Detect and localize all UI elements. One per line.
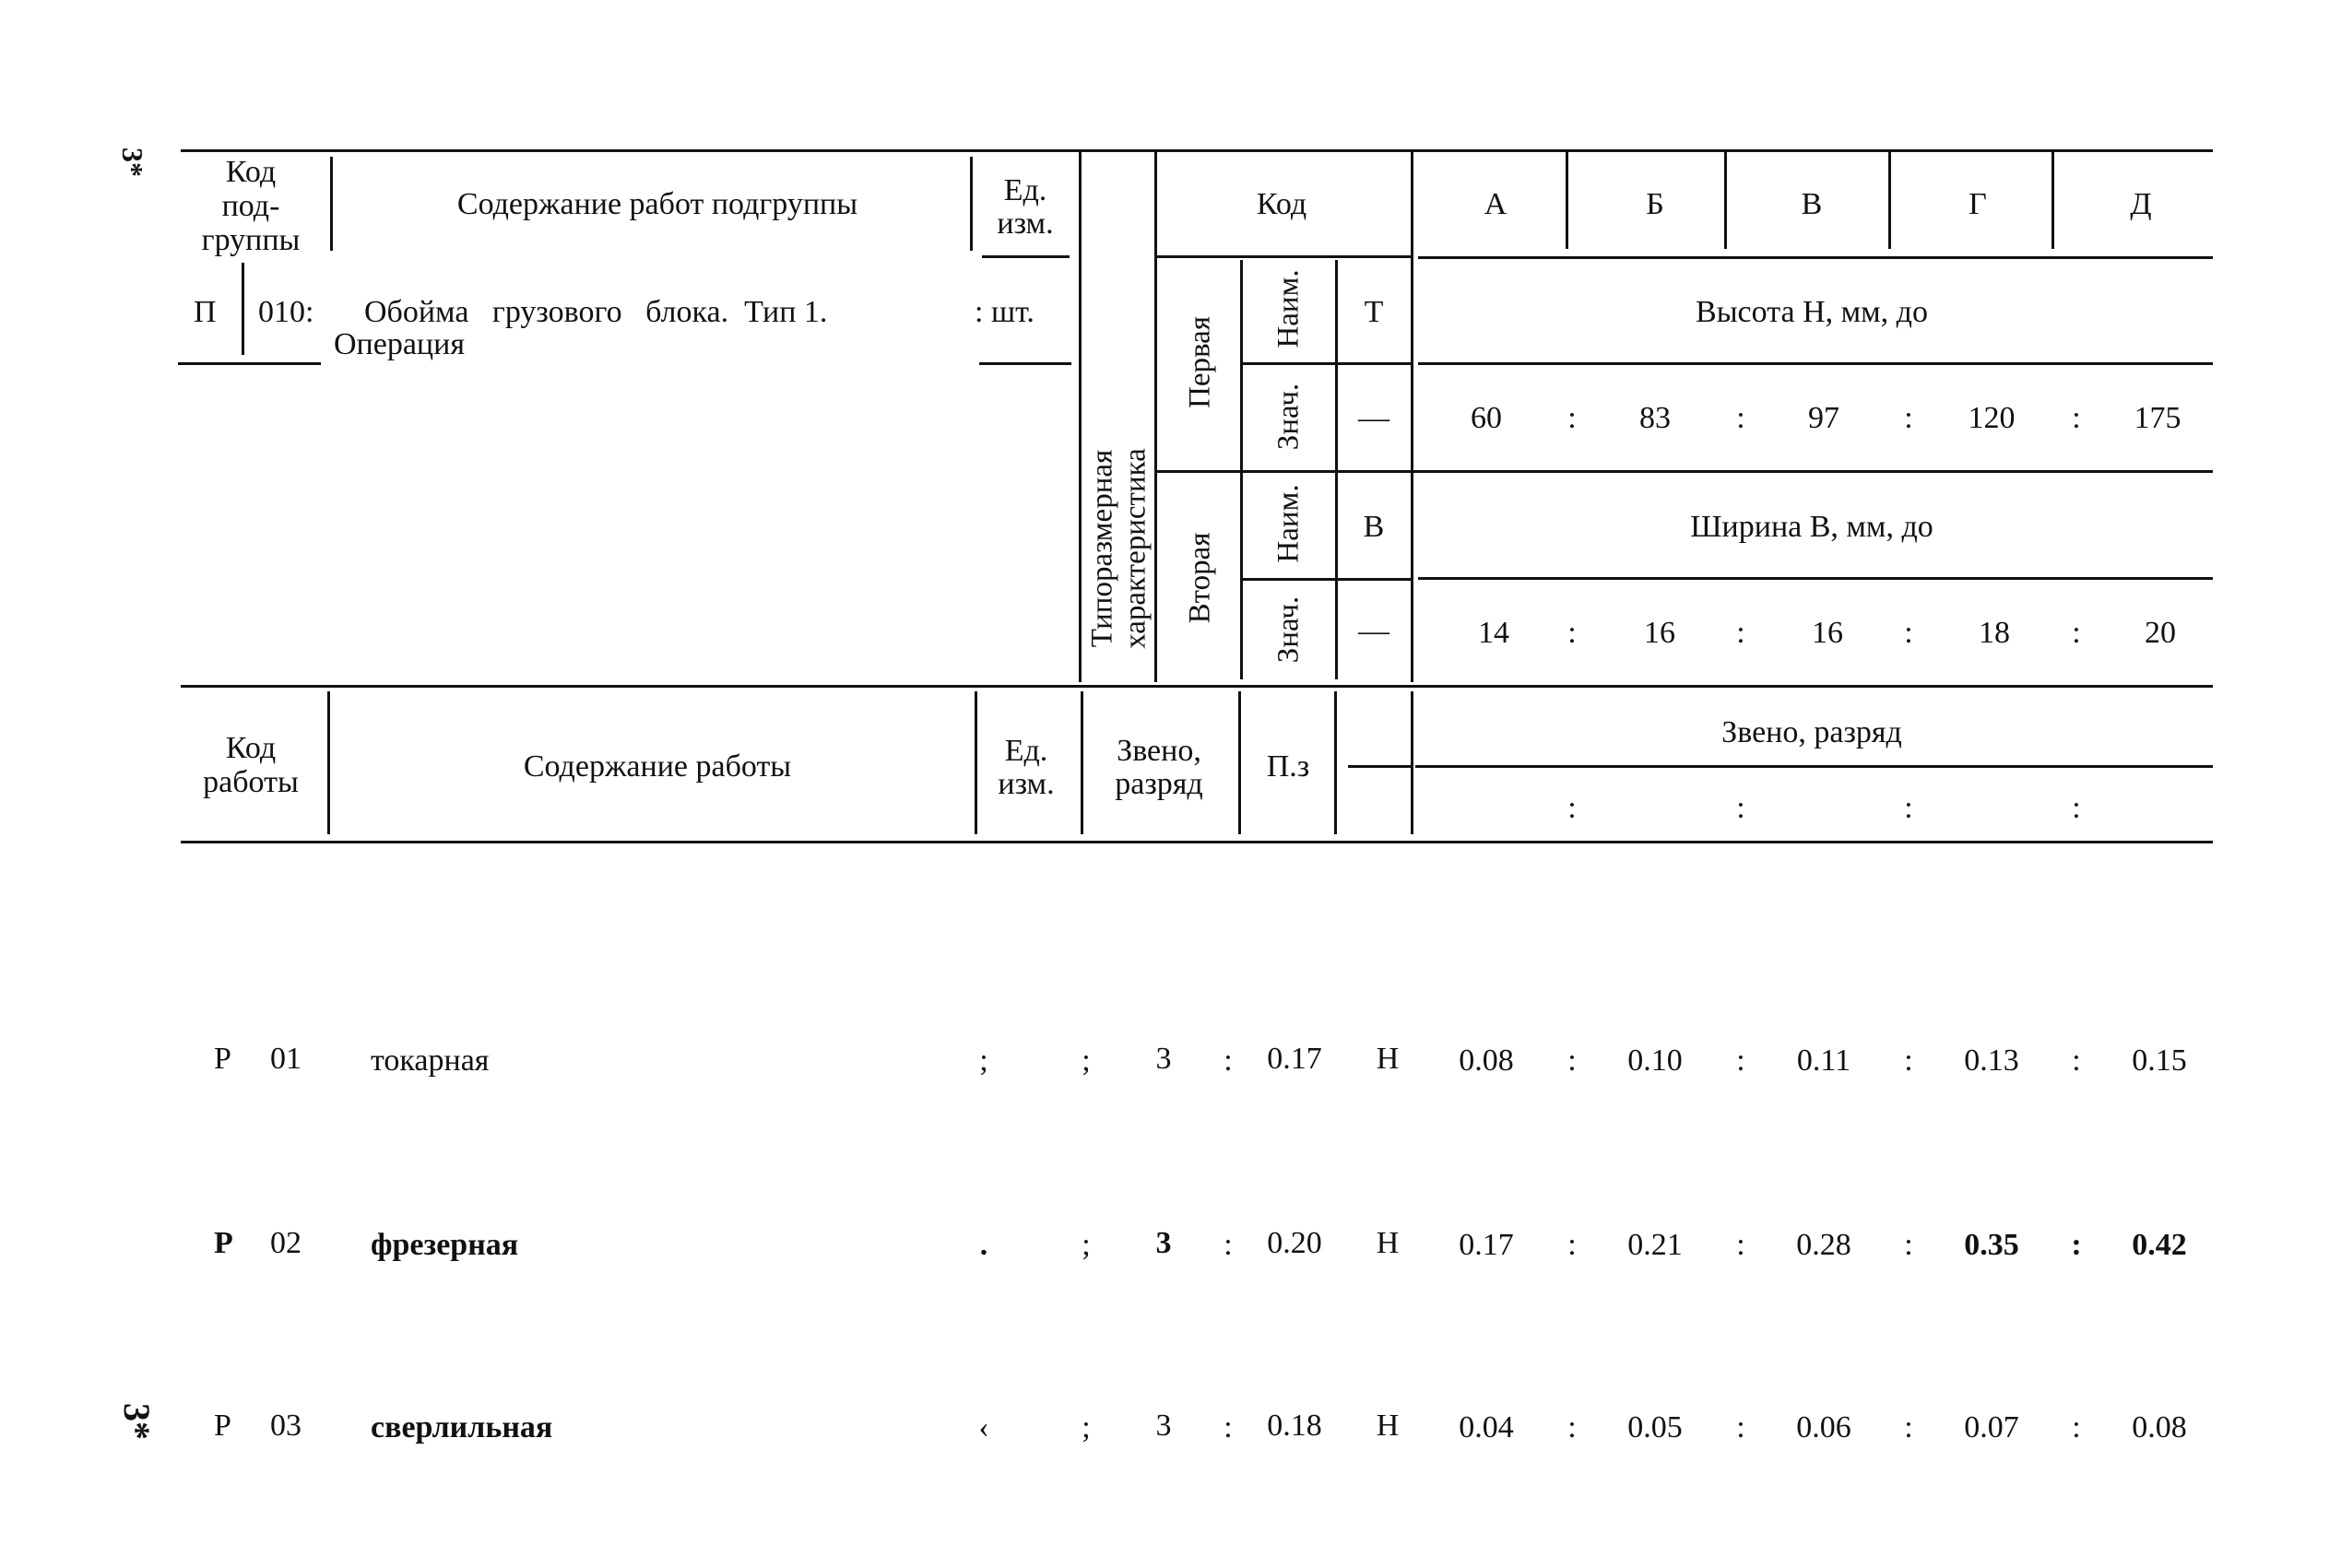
vline-name [1240, 260, 1243, 679]
first-label: Первая [1183, 316, 1217, 408]
hdr-kod-2: под- [221, 189, 280, 223]
row3-m1: ‹ [978, 1410, 989, 1444]
first-val-g: 120 [1968, 401, 2016, 435]
char-rule-2 [1418, 362, 2213, 365]
hdr-kod-1: Код [225, 155, 277, 189]
row3-sep4: : [2072, 1410, 2081, 1444]
unit-rule [979, 362, 1071, 365]
char-rule-4 [1418, 577, 2213, 580]
second-val-g: 18 [1979, 616, 2010, 650]
vline-b [1724, 152, 1727, 249]
wvline-content [975, 691, 977, 834]
row1-val-g: 0.13 [1964, 1043, 2019, 1078]
vline-kod [330, 157, 333, 251]
subgroup-unit: : шт. [975, 295, 1035, 329]
top-rule [181, 149, 2213, 152]
col-g: Г [1969, 187, 1987, 221]
work-zveno-2: разряд [1115, 767, 1203, 801]
wvline-kod [327, 691, 330, 834]
vline-sym [1335, 260, 1338, 679]
work-content: Содержание работы [523, 749, 792, 784]
vline-sub [242, 263, 244, 355]
row3-val-v: 0.06 [1796, 1410, 1851, 1444]
row2-zveno: 3 [1155, 1226, 1172, 1260]
hdr-ed-2: изм. [997, 206, 1054, 241]
second-label: Вторая [1183, 532, 1217, 624]
row2-val-g: 0.35 [1964, 1228, 2019, 1262]
second-val-v: 16 [1812, 616, 1843, 650]
row1-unit: Н [1376, 1042, 1400, 1076]
row1-sep2: : [1736, 1043, 1745, 1078]
hdr-content: Содержание работ подгруппы [456, 187, 858, 221]
row3-pz: 0.18 [1267, 1409, 1322, 1443]
row1-sep4: : [2072, 1043, 2081, 1078]
vline-unit [1079, 152, 1082, 682]
work-kod-2: работы [203, 765, 299, 799]
char-rule-1 [1418, 256, 2213, 259]
row1-name: токарная [371, 1043, 490, 1078]
work-zveno-razryad: Звено, разряд [1721, 715, 1902, 749]
first-sep-3: : [1904, 401, 1913, 435]
row3-zveno: 3 [1155, 1409, 1172, 1443]
first-sep-4: : [2072, 401, 2081, 435]
vline-content [970, 157, 973, 251]
row3-code: 03 [270, 1409, 301, 1443]
row1-letter: Р [214, 1042, 231, 1076]
subcode-rule [178, 362, 321, 365]
header-rule [982, 255, 1070, 258]
row2-val-b: 0.21 [1627, 1228, 1683, 1262]
row3-sep1: : [1567, 1410, 1577, 1444]
subgroup-text-1: Обойма грузового блока. Тип 1. [364, 295, 828, 329]
work-dash-rule [1348, 765, 1411, 768]
first-name-label: Наим. [1271, 269, 1306, 348]
vline-a [1566, 152, 1568, 249]
vline-tipo [1154, 152, 1157, 682]
col-v: В [1801, 187, 1823, 221]
second-sep-1: : [1567, 616, 1577, 650]
row2-sep2: : [1736, 1228, 1745, 1262]
row1-sep3: : [1904, 1043, 1913, 1078]
work-pz: П.з [1266, 749, 1310, 784]
char-rule-3 [1157, 470, 2213, 473]
bottom-rule [181, 841, 2213, 843]
page-mark-top: 3* [116, 147, 149, 177]
work-sep-3: : [1904, 791, 1913, 825]
wvline-pz [1334, 691, 1337, 834]
vline-v [1888, 152, 1891, 249]
second-title: Ширина B, мм, до [1690, 510, 1933, 544]
second-sep-3: : [1904, 616, 1913, 650]
row2-val-v: 0.28 [1796, 1228, 1851, 1262]
second-symbol: В [1363, 510, 1385, 544]
vline-g [2051, 152, 2054, 249]
first-value-label: Знач. [1271, 383, 1306, 451]
col-d: Д [2130, 187, 2152, 221]
first-symbol: Т [1364, 295, 1384, 329]
work-kod-1: Код [225, 731, 277, 765]
row2-pz: 0.20 [1267, 1226, 1322, 1260]
row2-sep3: : [1904, 1228, 1913, 1262]
first-val-d: 175 [2134, 401, 2181, 435]
row3-m2: ; [1082, 1410, 1091, 1444]
row3-unit: Н [1376, 1409, 1400, 1443]
row2-val-a: 0.17 [1459, 1228, 1514, 1262]
second-val-a: 14 [1478, 616, 1509, 650]
section-rule [181, 685, 2213, 688]
work-mid-rule [1415, 765, 2213, 768]
wvline-zveno [1238, 691, 1241, 834]
row2-val-d: 0.42 [2132, 1228, 2187, 1262]
row2-m1: . [979, 1228, 988, 1262]
work-sep-2: : [1736, 791, 1745, 825]
row1-val-a: 0.08 [1459, 1043, 1514, 1078]
row1-val-d: 0.15 [2132, 1043, 2187, 1078]
row3-letter: Р [214, 1409, 231, 1443]
work-sep-4: : [2072, 791, 2081, 825]
first-sep-1: : [1567, 401, 1577, 435]
second-val-d: 20 [2145, 616, 2176, 650]
first-val-b: 83 [1639, 401, 1671, 435]
first-sep-2: : [1736, 401, 1745, 435]
vline-kod-right [1411, 152, 1413, 682]
second-sep-4: : [2072, 616, 2081, 650]
hdr-tipo-1: Типоразмерная [1085, 449, 1119, 648]
row1-m1: ; [979, 1043, 988, 1078]
first-dash: — [1358, 401, 1389, 435]
subgroup-letter: П [194, 295, 217, 329]
row3-val-b: 0.05 [1627, 1410, 1683, 1444]
row1-pz: 0.17 [1267, 1042, 1322, 1076]
second-val-b: 16 [1644, 616, 1675, 650]
row2-code: 02 [270, 1226, 301, 1260]
row1-sep0: : [1224, 1043, 1233, 1078]
row3-sep0: : [1224, 1410, 1233, 1444]
subgroup-code: 010: [258, 295, 314, 329]
row3-sep3: : [1904, 1410, 1913, 1444]
work-ed-2: изм. [998, 767, 1055, 801]
wvline-unit [1081, 691, 1083, 834]
hdr-ed-1: Ед. [1003, 173, 1047, 207]
first-title: Высота H, мм, до [1696, 295, 1928, 329]
row1-code: 01 [270, 1042, 301, 1076]
col-a: А [1484, 187, 1507, 221]
hdr-kod: Код [1256, 187, 1307, 221]
row2-m2: ; [1082, 1228, 1091, 1262]
kod-row-rule [1157, 255, 1411, 258]
row2-sep1: : [1567, 1228, 1577, 1262]
work-sep-1: : [1567, 791, 1577, 825]
wvline-dash [1411, 691, 1413, 834]
row1-val-v: 0.11 [1796, 1043, 1851, 1078]
row1-zveno: 3 [1155, 1042, 1172, 1076]
row3-val-d: 0.08 [2132, 1410, 2187, 1444]
row3-sep2: : [1736, 1410, 1745, 1444]
work-ed-1: Ед. [1004, 734, 1048, 768]
row1-sep1: : [1567, 1043, 1577, 1078]
subgroup-text-2: Операция [334, 327, 465, 361]
second-sep-2: : [1736, 616, 1745, 650]
row3-val-a: 0.04 [1459, 1410, 1514, 1444]
kod-mid-rule-1 [1240, 362, 1411, 365]
row2-sep0: : [1224, 1228, 1233, 1262]
row2-unit: Н [1376, 1226, 1400, 1260]
row1-m2: ; [1082, 1043, 1091, 1078]
hdr-tipo-2: характеристика [1118, 448, 1153, 649]
row1-val-b: 0.10 [1627, 1043, 1683, 1078]
page-mark-bottom: 3* [116, 1403, 158, 1440]
first-val-a: 60 [1471, 401, 1502, 435]
first-val-v: 97 [1808, 401, 1839, 435]
row2-name: фрезерная [371, 1228, 519, 1262]
hdr-kod-3: группы [201, 223, 301, 257]
row3-name: сверлильная [371, 1410, 553, 1444]
row2-sep4: : [2071, 1228, 2082, 1262]
second-value-label: Знач. [1271, 595, 1306, 664]
second-dash: — [1358, 614, 1389, 648]
col-b: Б [1646, 187, 1664, 221]
second-name-label: Наим. [1271, 484, 1306, 563]
row2-letter: Р [214, 1226, 233, 1260]
row3-val-g: 0.07 [1964, 1410, 2019, 1444]
work-zveno-1: Звено, [1117, 734, 1201, 768]
kod-mid-rule-2 [1240, 578, 1411, 581]
